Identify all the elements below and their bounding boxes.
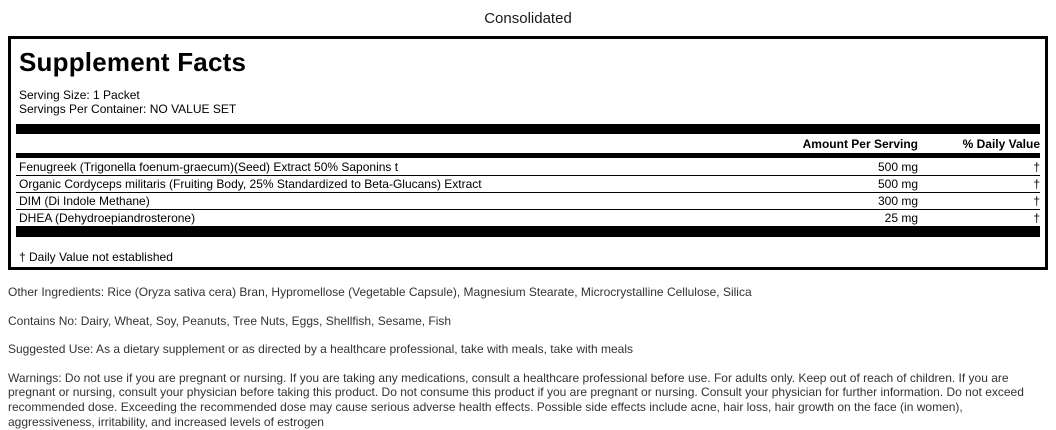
table-row xyxy=(16,175,1040,192)
warnings-text: Warnings: Do not use if you are pregnant or nursing. If you are taking any medications, consult a healthcare professional before use. For adults only. Keep out of reach of children. If you are pregnant or nursing, consult your physician before taking this product. Do not consume this product if you are pregnant or nursing. Consult your physician for further information. Do not exceed recommended dose. Exceeding the recommended dose may cause serious adverse health effects. Possible side effects include acne, hair loss, hair growth on the face (in women), aggressiveness, irritability, and increased levels of estrogen xyxy=(8,370,1024,429)
ingredient-amount: 500 mg xyxy=(877,177,918,191)
ingredient-amount: 25 mg xyxy=(884,211,918,225)
table-row xyxy=(16,192,1040,209)
ingredient-name: Fenugreek (Trigonella foenum-graecum)(Seed) Extract 50% Saponins t xyxy=(19,159,399,174)
page-title: Consolidated xyxy=(484,10,572,27)
ingredient-daily-value: † xyxy=(1033,194,1040,208)
ingredients-table xyxy=(16,158,1040,226)
daily-value-footnote: † Daily Value not established xyxy=(19,250,173,264)
header-percent-daily-value: % Daily Value xyxy=(962,137,1040,151)
table-row xyxy=(16,209,1040,226)
serving-size: Serving Size: 1 Packet xyxy=(19,88,140,102)
ingredient-daily-value: † xyxy=(1033,211,1040,225)
divider-thick-top xyxy=(16,124,1040,134)
ingredient-daily-value: † xyxy=(1033,177,1040,191)
header-amount-per-serving: Amount Per Serving xyxy=(802,137,918,151)
ingredient-name: Organic Cordyceps militaris (Fruiting Body, 25% Standardized to Beta-Glucans) Extract xyxy=(19,177,482,191)
ingredient-amount: 300 mg xyxy=(877,194,918,208)
contains-no-text: Contains No: Dairy, Wheat, Soy, Peanuts, Tree Nuts, Eggs, Shellfish, Sesame, Fish xyxy=(8,313,452,328)
facts-panel-title: Supplement Facts xyxy=(19,47,247,77)
servings-per-container: Servings Per Container: NO VALUE SET xyxy=(19,102,237,116)
ingredient-name: DHEA (Dehydroepiandrosterone) xyxy=(19,211,196,225)
ingredient-amount: 500 mg xyxy=(877,159,918,174)
divider-thick-bottom xyxy=(16,226,1040,237)
other-ingredients-text: Other Ingredients: Rice (Oryza sativa cera) Bran, Hypromellose (Vegetable Capsule), Magnesium Stearate, Microcrystalline Cellulose, Silica xyxy=(8,285,752,299)
ingredient-name: DIM (Di Indole Methane) xyxy=(19,194,150,208)
suggested-use-text: Suggested Use: As a dietary supplement or as directed by a healthcare professional, take with meals, take with meals xyxy=(8,342,633,357)
supplement-facts-panel xyxy=(8,36,1048,270)
table-row xyxy=(16,158,1040,175)
ingredient-daily-value: † xyxy=(1033,159,1040,174)
table-header-row xyxy=(16,134,1040,153)
